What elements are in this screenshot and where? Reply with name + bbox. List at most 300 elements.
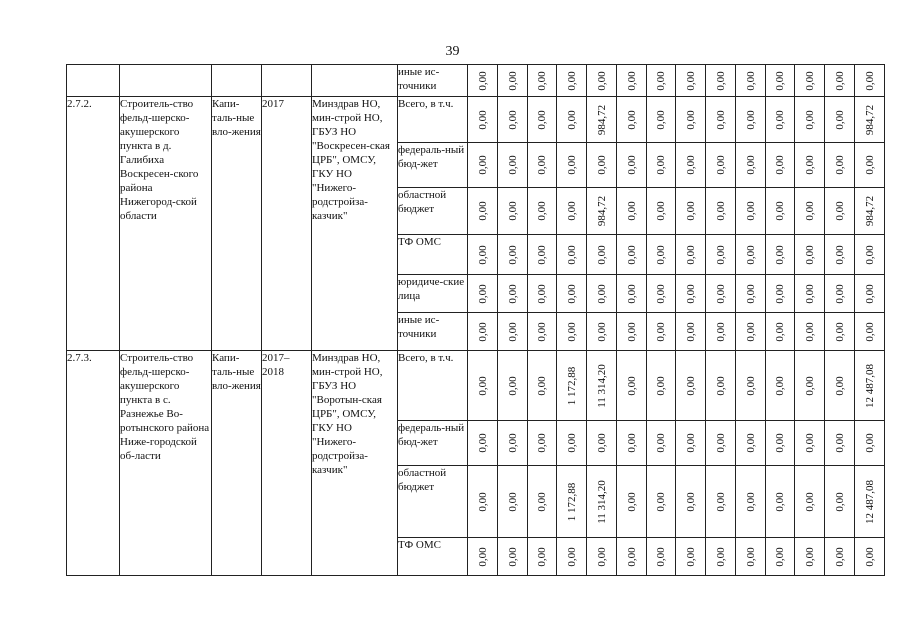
funding-source-cell: ТФ ОМС [398,538,468,576]
value-cell [855,97,885,143]
value-text: 0,00 [625,70,638,91]
value-text: 0,00 [744,491,757,512]
value-text: 0,00 [833,201,846,221]
value-cell [676,65,706,97]
value-cell [825,538,855,576]
value-cell [617,421,647,466]
value-text: 0,00 [744,321,757,342]
value-text: 0,00 [774,375,786,396]
value-cell [557,421,587,466]
value-text: 12 487,08 [863,363,876,408]
value-text: 0,00 [595,433,608,453]
value-text: 0,00 [595,283,608,304]
value-cell [498,421,528,466]
value-cell [468,188,498,235]
value-text: 0,00 [714,155,727,175]
value-cell [528,235,557,275]
value-cell [855,65,885,97]
value-text: 0,00 [655,244,667,265]
value-text: 0,00 [863,244,876,265]
funding-source-cell: иные ис-точники [398,65,468,97]
value-cell [736,313,766,351]
value-cell [617,351,647,421]
value-cell [468,275,498,313]
value-text: 0,00 [565,321,578,342]
value-text: 0,00 [714,321,727,342]
period-cell [262,65,312,97]
value-text: 0,00 [684,433,697,453]
value-text: 0,00 [476,70,489,91]
value-cell [647,313,676,351]
value-cell [617,466,647,538]
value-text: 0,00 [536,375,548,396]
value-cell [617,97,647,143]
value-cell [528,97,557,143]
value-text: 0,00 [744,433,757,453]
value-cell [825,235,855,275]
value-text: 0,00 [565,433,578,453]
value-cell [528,466,557,538]
value-text: 984,72 [595,104,608,135]
value-text: 0,00 [476,375,489,396]
value-cell [795,421,825,466]
value-text: 0,00 [476,491,489,512]
value-cell [766,538,795,576]
value-cell [825,313,855,351]
value-cell [468,466,498,538]
value-cell [825,188,855,235]
value-cell [736,97,766,143]
value-text: 0,00 [714,546,727,567]
value-text: 0,00 [565,546,578,567]
value-text: 0,00 [506,321,519,342]
value-cell [825,466,855,538]
value-text: 0,00 [565,283,578,304]
value-cell [736,235,766,275]
value-cell [587,538,617,576]
value-cell [587,97,617,143]
value-cell [647,65,676,97]
funding-source-cell: Всего, в т.ч. [398,351,468,421]
value-cell [676,313,706,351]
value-cell [498,538,528,576]
executor-cell [312,65,398,97]
value-text: 0,00 [476,283,489,304]
value-text: 0,00 [803,283,816,304]
value-text: 0,00 [833,546,846,567]
value-cell [825,275,855,313]
value-text: 0,00 [833,375,846,396]
value-text: 0,00 [863,155,876,175]
value-text: 0,00 [803,546,816,567]
value-cell [795,275,825,313]
value-cell [736,143,766,188]
value-cell [557,65,587,97]
value-text: 0,00 [774,155,786,175]
value-cell [647,351,676,421]
value-text: 0,00 [506,155,519,175]
value-cell [766,421,795,466]
table-row [67,97,885,143]
value-text: 0,00 [655,109,667,130]
value-text: 0,00 [565,109,578,130]
value-cell [736,538,766,576]
value-cell [498,351,528,421]
value-cell [557,351,587,421]
value-cell [795,143,825,188]
value-cell [676,143,706,188]
value-text: 1 172,88 [565,482,578,521]
value-text: 0,00 [714,201,727,221]
value-text: 0,00 [655,70,667,91]
value-cell [825,65,855,97]
value-text: 0,00 [774,109,786,130]
value-cell [528,313,557,351]
item-name-cell [120,65,212,97]
value-cell [855,351,885,421]
value-text: 0,00 [744,201,757,221]
value-text: 0,00 [595,70,608,91]
table-row [67,65,885,97]
value-text: 0,00 [803,244,816,265]
value-text: 0,00 [774,546,786,567]
value-text: 0,00 [506,244,519,265]
value-cell [795,235,825,275]
value-text: 0,00 [625,375,638,396]
value-cell [587,466,617,538]
table-row [67,351,885,421]
value-text: 0,00 [833,321,846,342]
value-text: 0,00 [833,155,846,175]
value-cell [736,275,766,313]
expense-type-cell: Капи-таль-ные вло-жения [212,97,262,351]
value-text: 0,00 [476,433,489,453]
value-cell [676,235,706,275]
value-text: 12 487,08 [863,479,876,524]
value-text: 0,00 [506,109,519,130]
value-cell [706,235,736,275]
value-cell [706,466,736,538]
value-text: 11 314,20 [595,363,608,408]
funding-source-cell: федераль-ный бюд-жет [398,421,468,466]
value-cell [587,421,617,466]
value-cell [468,351,498,421]
value-cell [766,313,795,351]
value-cell [766,188,795,235]
value-cell [557,275,587,313]
value-cell [647,143,676,188]
value-text: 0,00 [744,70,757,91]
value-text: 0,00 [863,433,876,453]
value-text: 0,00 [625,491,638,512]
value-cell [706,275,736,313]
value-cell [498,466,528,538]
value-text: 0,00 [536,283,548,304]
value-text: 0,00 [476,546,489,567]
value-cell [528,188,557,235]
value-cell [766,65,795,97]
value-cell [855,313,885,351]
budget-table [66,64,885,576]
value-cell [676,351,706,421]
value-text: 0,00 [536,70,548,91]
value-cell [795,188,825,235]
period-cell: 2017 [262,97,312,351]
value-text: 0,00 [803,491,816,512]
value-text: 0,00 [803,321,816,342]
value-cell [557,188,587,235]
value-cell [528,351,557,421]
value-cell [795,351,825,421]
value-cell [587,65,617,97]
value-cell [676,97,706,143]
item-number-cell [67,65,120,97]
value-cell [706,313,736,351]
value-cell [557,143,587,188]
value-cell [825,143,855,188]
value-text: 0,00 [803,155,816,175]
value-text: 0,00 [595,155,608,175]
value-text: 0,00 [744,244,757,265]
value-cell [706,97,736,143]
value-text: 0,00 [774,244,786,265]
value-cell [795,466,825,538]
value-text: 0,00 [536,433,548,453]
value-cell [647,538,676,576]
value-cell [468,538,498,576]
value-cell [528,143,557,188]
value-text: 0,00 [803,201,816,221]
value-cell [647,421,676,466]
value-cell [855,466,885,538]
value-cell [706,188,736,235]
value-text: 0,00 [536,546,548,567]
value-cell [736,351,766,421]
funding-source-cell: областной бюджет [398,188,468,235]
value-text: 0,00 [684,155,697,175]
value-text: 0,00 [595,321,608,342]
value-text: 0,00 [655,375,667,396]
value-text: 0,00 [625,546,638,567]
value-cell [617,313,647,351]
value-text: 0,00 [655,491,667,512]
value-text: 0,00 [595,546,608,567]
value-cell [766,275,795,313]
value-text: 0,00 [565,70,578,91]
value-text: 0,00 [774,70,786,91]
value-cell [706,538,736,576]
value-text: 0,00 [803,433,816,453]
value-text: 0,00 [565,201,578,221]
value-cell [855,421,885,466]
value-cell [468,235,498,275]
value-text: 0,00 [833,109,846,130]
executor-cell: Минздрав НО, мин-строй НО, ГБУЗ НО "Воротын-ская ЦРБ", ОМСУ, ГКУ НО "Нижего-родстройза-казчик" [312,351,398,576]
value-cell [617,188,647,235]
value-cell [766,235,795,275]
value-text: 0,00 [774,321,786,342]
value-cell [766,143,795,188]
value-text: 0,00 [655,155,667,175]
value-cell [617,143,647,188]
value-text: 0,00 [714,283,727,304]
value-text: 984,72 [863,104,876,135]
funding-source-cell: Всего, в т.ч. [398,97,468,143]
value-cell [706,65,736,97]
value-text: 0,00 [655,321,667,342]
value-cell [498,313,528,351]
value-cell [706,143,736,188]
value-text: 0,00 [536,244,548,265]
value-text: 0,00 [625,321,638,342]
value-cell [855,143,885,188]
value-text: 0,00 [803,70,816,91]
value-cell [706,421,736,466]
value-cell [587,235,617,275]
value-text: 0,00 [684,546,697,567]
value-text: 0,00 [506,546,519,567]
executor-cell: Минздрав НО, мин-строй НО, ГБУЗ НО "Воскресен-ская ЦРБ", ОМСУ, ГКУ НО "Нижего-родстройза-казчик" [312,97,398,351]
value-text: 0,00 [863,70,876,91]
funding-source-cell: иные ис-точники [398,313,468,351]
value-text: 0,00 [625,283,638,304]
value-cell [617,538,647,576]
value-cell [587,275,617,313]
value-text: 0,00 [863,321,876,342]
value-text: 0,00 [833,491,846,512]
value-text: 0,00 [476,201,489,221]
value-text: 0,00 [714,70,727,91]
value-text: 0,00 [684,70,697,91]
value-cell [557,466,587,538]
value-text: 0,00 [506,70,519,91]
value-text: 0,00 [506,375,519,396]
value-text: 0,00 [684,244,697,265]
value-cell [766,97,795,143]
value-text: 0,00 [744,155,757,175]
value-text: 0,00 [506,491,519,512]
value-text: 0,00 [714,244,727,265]
value-cell [498,65,528,97]
value-text: 0,00 [714,375,727,396]
value-cell [468,65,498,97]
value-cell [587,351,617,421]
value-cell [498,143,528,188]
value-cell [468,143,498,188]
value-text: 0,00 [744,375,757,396]
value-text: 0,00 [655,546,667,567]
value-text: 0,00 [625,244,638,265]
value-cell [736,466,766,538]
expense-type-cell: Капи-таль-ные вло-жения [212,351,262,576]
value-cell [706,351,736,421]
value-text: 0,00 [655,433,667,453]
value-cell [795,97,825,143]
value-text: 0,00 [476,155,489,175]
value-text: 0,00 [684,283,697,304]
value-cell [468,421,498,466]
value-cell [557,235,587,275]
item-name-cell: Строитель-ство фельд-шерско-акушерского пункта в д. Галибиха Воскресен-ского района Нижегород-ской области [120,97,212,351]
value-text: 984,72 [595,195,608,227]
value-text: 0,00 [774,433,786,453]
item-name-cell: Строитель-ство фельд-шерско-акушерского пункта в с. Разнежье Во-ротынского района Ниже-городской об-ласти [120,351,212,576]
value-text: 0,00 [476,321,489,342]
value-text: 0,00 [506,433,519,453]
value-text: 0,00 [714,109,727,130]
value-text: 0,00 [863,546,876,567]
value-cell [557,97,587,143]
value-text: 0,00 [565,244,578,265]
value-text: 0,00 [744,109,757,130]
value-text: 0,00 [536,491,548,512]
value-cell [528,275,557,313]
value-cell [528,538,557,576]
value-text: 0,00 [833,244,846,265]
value-cell [795,65,825,97]
item-number-cell: 2.7.2. [67,97,120,351]
value-cell [855,538,885,576]
value-cell [736,188,766,235]
value-cell [795,313,825,351]
value-text: 11 314,20 [595,479,608,524]
page-number: 39 [445,44,460,59]
value-text: 0,00 [655,201,667,221]
value-text: 0,00 [476,244,489,265]
value-text: 0,00 [684,201,697,221]
value-cell [825,97,855,143]
value-cell [647,235,676,275]
value-text: 0,00 [506,283,519,304]
value-cell [498,97,528,143]
period-cell: 2017–2018 [262,351,312,576]
value-text: 0,00 [833,70,846,91]
value-text: 0,00 [833,433,846,453]
value-text: 0,00 [684,491,697,512]
value-cell [766,351,795,421]
value-cell [587,313,617,351]
value-text: 0,00 [625,433,638,453]
value-text: 0,00 [536,155,548,175]
value-cell [557,313,587,351]
value-cell [557,538,587,576]
value-cell [766,466,795,538]
value-cell [617,65,647,97]
value-text: 0,00 [714,433,727,453]
value-text: 0,00 [863,283,876,304]
value-cell [647,97,676,143]
value-cell [855,275,885,313]
value-cell [498,235,528,275]
value-text: 0,00 [774,283,786,304]
funding-source-cell: федераль-ный бюд-жет [398,143,468,188]
value-cell [736,65,766,97]
value-cell [498,188,528,235]
value-text: 0,00 [476,109,489,130]
funding-source-cell: юридиче-ские лица [398,275,468,313]
expense-type-cell [212,65,262,97]
value-cell [676,188,706,235]
value-cell [468,313,498,351]
value-cell [498,275,528,313]
value-cell [617,235,647,275]
value-cell [825,421,855,466]
value-text: 0,00 [744,546,757,567]
value-text: 0,00 [803,109,816,130]
value-text: 1 172,88 [565,366,578,405]
item-number-cell: 2.7.3. [67,351,120,576]
value-cell [676,275,706,313]
